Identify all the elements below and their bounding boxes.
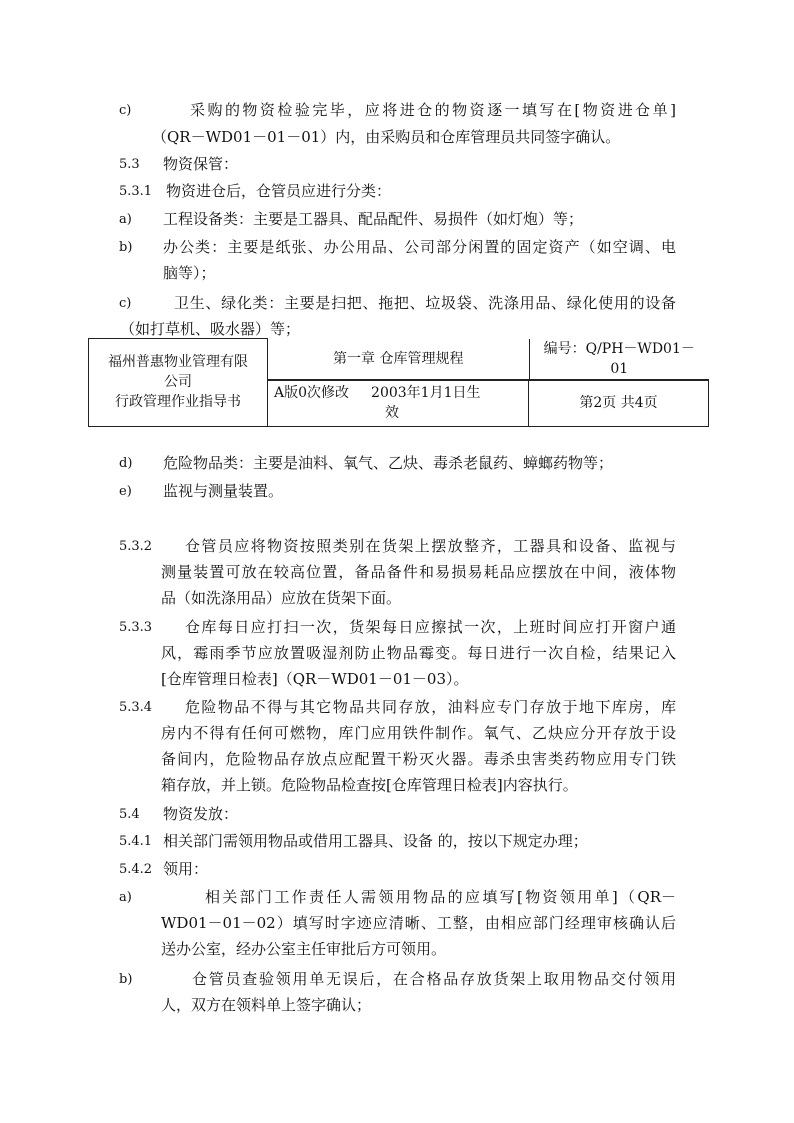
item-a-text: 工程设备类：主要是工器具、配品配件、易损件（如灯炮）等； [163,210,584,228]
section-5-3-1-text: 物资进仓后，仓管员应进行分类： [166,182,392,200]
item-a2-line-2: WD01－01－02）填写时字迹应清晰、工整，由相应部门经理审核确认后 [161,914,676,932]
section-5-3-4-line-2: 房内不得有任何可燃物，库门应用铁件制作。氧气、乙炔应分开存放于设 [161,724,676,742]
company-cell [89,339,268,427]
item-d-text: 危险物品类：主要是油料、氧气、乙炔、毒杀老鼠药、蟑螂药物等； [163,454,614,472]
section-5-3-title: 物资保管： [163,155,239,173]
version-text: A版0次修改 [274,385,350,401]
section-5-3-4-line-3: 备间内，危险物品存放点应配置干粉灭火器。毒杀虫害类药物应用专门铁 [161,750,676,768]
section-5-3-number: 5.3 [119,157,140,172]
item-b-line-2: 脑等）； [163,264,216,282]
item-a2-line-1: 相关部门工作责任人需领用物品的应填写[物资领用单]（QR－ [205,888,676,906]
company-name-line-1: 福州普惠物业管理有限 [108,354,248,371]
item-a2-line-3: 送办公室，经办公室主任审批后方可领用。 [161,940,447,958]
item-c2-line-1: 卫生、绿化类：主要是扫把、拖把、垃圾袋、洗涤用品、绿化使用的设备 [174,294,676,312]
document-code-cell [529,339,709,380]
item-c-line-1: 采购的物资检验完毕，应将进仓的物资逐一填写在[物资进仓单] [190,101,676,119]
section-5-4-title: 物资发放： [163,805,239,823]
section-5-3-4-line-4: 箱存放，并上锁。危险物品检查按[仓库管理日检表]内容执行。 [161,776,578,794]
item-b-line-1: 办公类：主要是纸张、办公用品、公司部分闲置的固定资产（如空调、电 [163,238,676,256]
item-a2-marker: a) [119,890,132,905]
document-code-line-2: 01 [610,360,629,377]
section-5-3-3-line-1: 仓库每日应打扫一次，货架每日应擦拭一次，上班时间应打开窗户通 [185,618,676,636]
section-5-4-1-text: 相关部门需领用物品或借用工器具、设备 的，按以下规定办理； [163,832,588,850]
item-c-line-2: （QR－WD01－01－01）内，由采购员和仓库管理员共同签字确认。 [152,128,621,146]
section-5-3-3-line-3: [仓库管理日检表]（QR－WD01－01－03）。 [161,670,469,688]
page-number: 第2页 共4页 [529,380,709,426]
section-5-4-number: 5.4 [119,807,140,822]
section-5-3-2-line-2: 测量装置可放在较高位置，备品备件和易损易耗品应摆放在中间，液体物 [161,563,676,581]
item-d-marker: d) [119,456,133,471]
effective-date-line-2: 效 [385,405,399,421]
item-b2-line-1: 仓管员查验领用单无误后，在合格品存放货架上取用物品交付领用 [192,970,676,988]
company-name-line-2: 公司 [164,374,192,391]
section-5-4-2-number: 5.4.2 [119,862,153,877]
chapter-title: 第一章 仓库管理规程 [268,339,529,380]
section-5-3-3-number: 5.3.3 [119,620,153,635]
item-a-marker: a) [119,212,132,227]
item-e-marker: e) [119,484,132,499]
item-b-marker: b) [119,240,133,255]
section-5-3-2-line-1: 仓管员应将物资按照类别在货架上摆放整齐，工器具和设备、监视与 [185,537,676,555]
document-code-line-1: 编号：Q/PH－WD01－ [543,340,695,357]
item-c2-marker: c) [119,296,132,311]
item-b2-line-2: 人，双方在领料单上签字确认； [161,996,372,1014]
version-date-cell [268,380,529,426]
item-c2-line-2: （如打草机、吸水器）等； [120,320,301,338]
document-type: 行政管理作业指导书 [115,394,241,411]
item-e-text: 监视与测量装置。 [163,482,284,500]
document-header-table [88,338,709,427]
section-5-3-2-number: 5.3.2 [119,539,153,554]
section-5-4-1-number: 5.4.1 [119,834,153,849]
effective-date-line-1: 2003年1月1日生 [371,385,481,401]
item-c-marker: c) [119,103,132,118]
section-5-3-2-line-3: 品（如洗涤用品）应放在货架下面。 [161,589,402,607]
section-5-4-2-text: 领用： [163,860,209,878]
section-5-3-4-line-1: 危险物品不得与其它物品共同存放，油料应专门存放于地下库房，库 [185,698,676,716]
section-5-3-3-line-2: 风，霉雨季节应放置吸湿剂防止物品霉变。每日进行一次自检，结果记入 [161,644,676,662]
section-5-3-4-number: 5.3.4 [119,700,153,715]
section-5-3-1-number: 5.3.1 [119,184,153,199]
item-b2-marker: b) [119,972,133,987]
